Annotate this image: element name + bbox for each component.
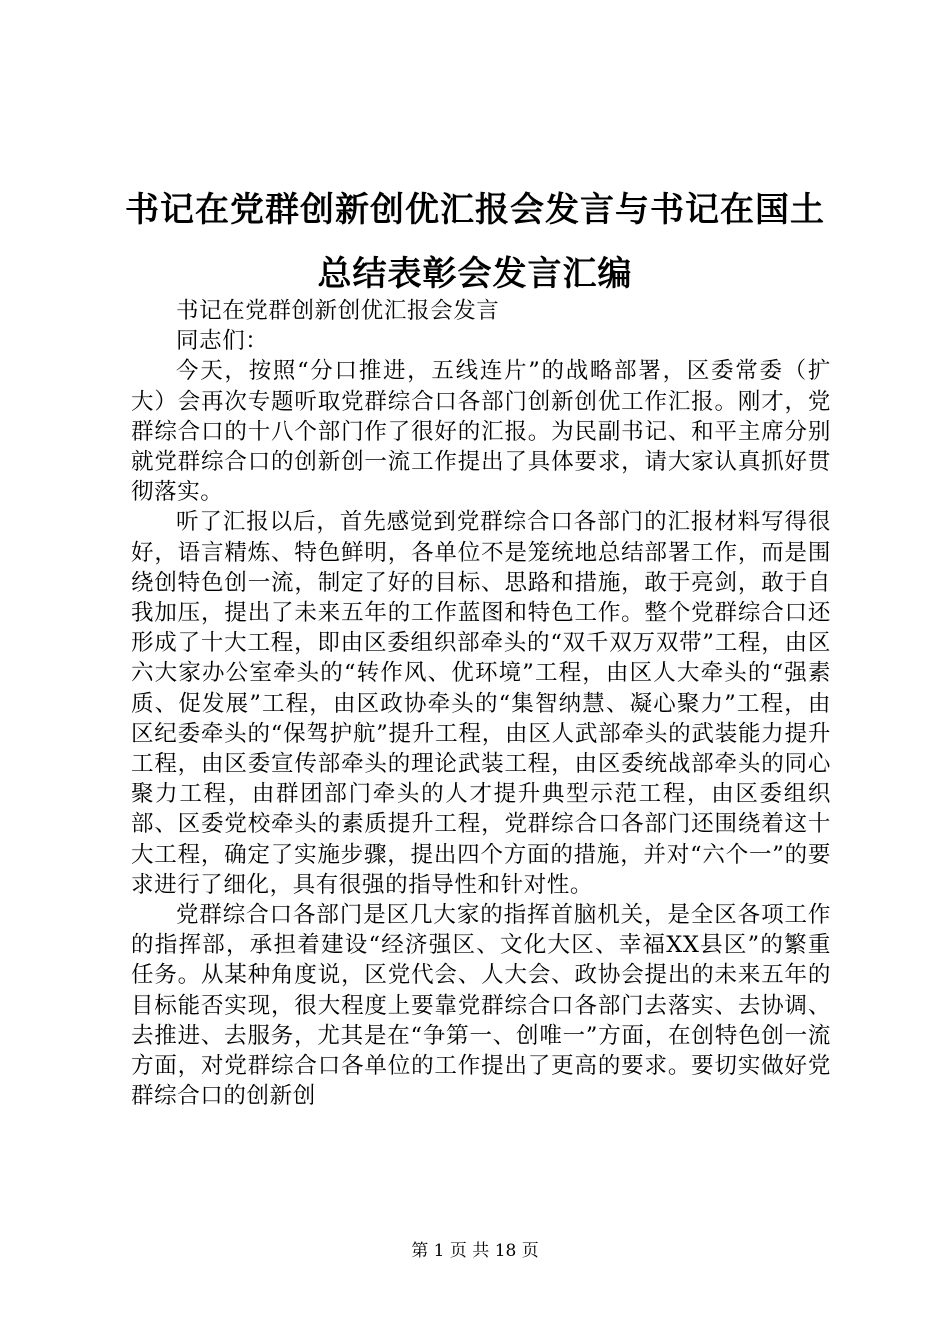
page-number-footer: 第 1 页 共 18 页	[411, 1241, 539, 1261]
document-title	[110, 178, 840, 306]
paragraph: 今天，按照“分口推进，五线连片”的战略部署，区委常委（扩大）会再次专题听取党群综合口各部门创新创优工作汇报。刚才，党群综合口的十八个部门作了很好的汇报。为民副书记、和平主席分别就党群综合口的创新创一流工作提出了具体要求，请大家认真抓好贯彻落实。	[131, 358, 831, 506]
paragraph: 听了汇报以后，首先感觉到党群综合口各部门的汇报材料写得很好，语言精炼、特色鲜明，各单位不是笼统地总结部署工作，而是围绕创特色创一流，制定了好的目标、思路和措施，敢于亮剑，敢于自我加压，提出了未来五年的工作蓝图和特色工作。整个党群综合口还形成了十大工程，即由区委组织部牵头的“双千双万双带”工程，由区六大家办公室牵头的“转作风、优环境”工程，由区人大牵头的“强素质、促发展”工程，由区政协牵头的“集智纳慧、凝心聚力”工程，由区纪委牵头的“保驾护航”提升工程，由区人武部牵头的武装能力提升工程，由区委宣传部牵头的理论武装工程，由区委统战部牵头的同心聚力工程，由群团部门牵头的人才提升典型示范工程，由区委组织部、区委党校牵头的素质提升工程，党群综合口各部门还围绕着这十大工程，确定了实施步骤，提出四个方面的措施，并对“六个一”的要求进行了细化，具有很强的指导性和针对性。	[131, 509, 831, 898]
salutation: 同志们：	[176, 328, 269, 355]
document-body	[131, 296, 831, 1111]
title-line-2: 总结表彰会发言汇编	[317, 254, 633, 294]
paragraph: 党群综合口各部门是区几大家的指挥首脑机关，是全区各项工作的指挥部，承担着建设“经济强区、文化大区、幸福XX县区”的繁重任务。从某种角度说，区党代会、人大会、政协会提出的未来五年的目标能否实现，很大程度上要靠党群综合口各部门去落实、去协调、去推进、去服务，尤其是在“争第一、创唯一”方面，在创特色创一流方面，对党群综合口各单位的工作提出了更高的要求。要切实做好党群综合口的创新创	[131, 902, 831, 1110]
speech-subtitle: 书记在党群创新创优汇报会发言	[176, 298, 500, 324]
title-line-1: 书记在党群创新创优汇报会发言与书记在国土	[125, 190, 825, 230]
